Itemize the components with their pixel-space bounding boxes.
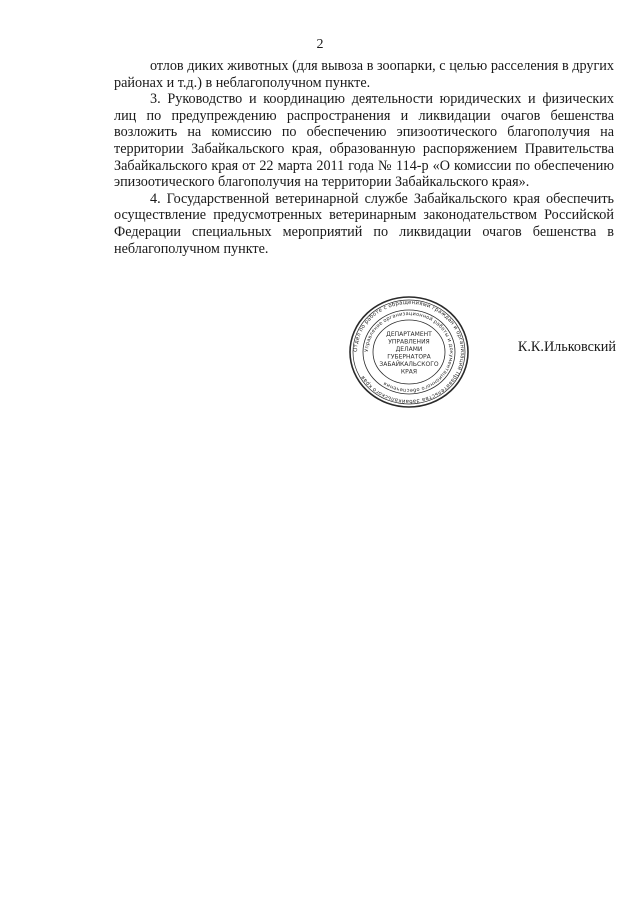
- paragraph-continuation: отлов диких животных (для вывоза в зоопарки, с целью расселения в других районах и т.д.) в неблагополучном пункте.: [114, 58, 614, 91]
- svg-text:ДЕПАРТАМЕНТ: ДЕПАРТАМЕНТ: [386, 331, 432, 338]
- svg-text:КРАЯ: КРАЯ: [400, 368, 418, 376]
- seal-outer-text: Отдел по работе с обращениями граждан и организаций Правительства Забайкальского края: [352, 299, 466, 405]
- page-number: 2: [316, 37, 324, 52]
- paragraph-3: 3. Руководство и координацию деятельности юридических и физических лиц по предупреждению распространения и ликвидации очагов бешенства возложить на комиссию по обеспечению эпизоотического благополучия на территории Забайкальского края, образованную распоряжением Правительства Забайкальского края от 22 марта 2011 года № 114-р «О комиссии по обеспечению эпизоотического благополучия на территории Забайкальского края».: [114, 91, 614, 191]
- svg-text:ДЕЛАМИ: ДЕЛАМИ: [395, 346, 423, 353]
- official-seal: [348, 295, 470, 409]
- signatory-name: К.К.Ильковский: [517, 339, 616, 355]
- paragraph-4: 4. Государственной ветеринарной службе Забайкальского края обеспечить осуществление предусмотренных ветеринарным законодательством Российской Федерации специальных мероприятий по ликвидации очагов бешенства в неблагополучном пункте.: [114, 190, 614, 257]
- seal-center-text: [379, 331, 438, 376]
- seal-inner-text: Управление организационной работы и документационного обеспечения: [363, 310, 455, 394]
- document-body: [114, 58, 614, 257]
- svg-text:ГУБЕРНАТОРА: ГУБЕРНАТОРА: [387, 353, 431, 361]
- svg-text:ЗАБАЙКАЛЬСКОГО: ЗАБАЙКАЛЬСКОГО: [379, 361, 439, 368]
- svg-text:УПРАВЛЕНИЯ: УПРАВЛЕНИЯ: [388, 338, 430, 346]
